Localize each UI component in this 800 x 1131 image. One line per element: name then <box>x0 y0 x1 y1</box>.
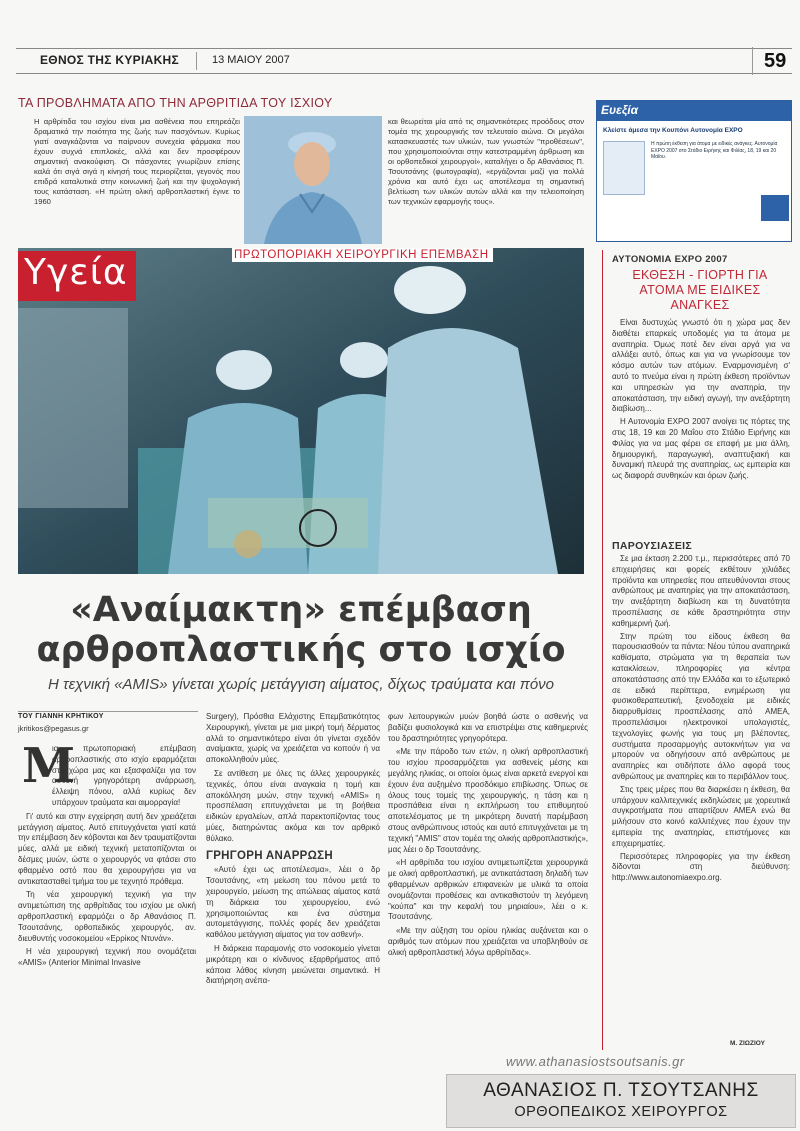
paragraph: Γι' αυτό και στην εγχείρηση αυτή δεν χρειάζεται μετάγγιση αίματος. Αυτό επιτυγχάνεται γιατί κατά την επέμβαση δεν κόβονται και δεν τραυματίζονται μύες, αλλά με ειδική τεχνική μετατοπίζονται οι δέσμες μυών, ώστε ο χειρουργός να φτάσει στο φθαρμένο οστό που θα χειρουργήσει για να αντικατασταθεί τμήμα του με τεχνητό πρόθεμα. <box>18 811 196 886</box>
sidebar-subheading: ΠΑΡΟΥΣΙΑΣΕΙΣ <box>612 540 692 552</box>
headline-line-2: αρθροπλαστικής στο ισχίο <box>36 630 566 670</box>
paragraph: Η Αυτονομία EXPO 2007 ανοίγει τις πόρτες της στις 18, 19 και 20 Μαΐου στο Στάδιο Ειρήνης και Φιλίας για να μας φέρει σε επαφή με μια άλλη, δημιουργική, παραγωγική, αναπτυξιακή και δυναμική πλευρά της αναπηρίας, ως εμπειρία και ως διαφορά συνθηκών και όρων ζωής. <box>612 417 790 481</box>
paragraph: φων λειτουργικών μυών βοηθά ώστε ο ασθενής να βαδίζει φυσιολογικά και να επιστρέψει στις καθημερινές του δραστηριότητες γρηγορότερα. <box>388 712 588 743</box>
intro-right-text: και θεωρείται μία από τις σημαντικότερες προόδους στον τομέα της χειρουργικής τον τελευταίο αιώνα. Οι μεγάλοι κατασκευαστές των υλικών, των γνωστών "προθέσεων", που χρησιμοποιούνται στην κατεστραμμένη άρθρωση και οι ορθοπεδικοί χειρουργοί», καταλήγει ο δρ Αθανάσιος Π. Τσουτσάνης (φωτογραφία), «εργάζονται μαζί για πολλά χρόνια και αυτό έχει ως αποτέλεσμα τη σημαντική βελτίωση των υλικών αυτών αλλά και την τελειοποίηση των τεχνικών εφαρμογής τους». <box>388 117 584 206</box>
byline: ΤΟΥ ΓΙΑΝΝΗ ΚΡΗΤΙΚΟΥ <box>18 713 104 720</box>
article-headline <box>18 590 584 670</box>
paragraph: Στις τρεις μέρες που θα διαρκέσει η έκθεση, θα υπάρχουν καλλιτεχνικές εκδηλώσεις με χορευτικά συγκροτήματα που απαρτίζουν ΑΜΕΑ ενώ θα μιλήσουν στο κοινό καλλιτέχνες που έχουν την εμπειρία της αναπηρίας, επιστήμονες και επιχειρηματίες. <box>612 784 790 848</box>
drop-cap: Μ <box>22 738 76 794</box>
paragraph: Σε μια έκταση 2.200 τ.μ., περισσότερες από 70 επιχειρήσεις και φορείς εκθέτουν χιλιάδες προϊόντα και υπηρεσίες που απευθύνονται στους ανθρώπους με αναπηρίες για την αποκατάσταση, την ανεξάρτητη διαβίωση και τη δυνατότητα προσπέλασης σε κάθε δραστηριότητα στην καθημερινή ζωή. <box>612 554 790 628</box>
surgeon-role: ΟΡΘΟΠΕΔΙΚΟΣ ΧΕΙΡΟΥΡΓΟΣ <box>514 1104 728 1120</box>
article-subheadline: Η τεχνική «AMIS» γίνεται χωρίς μετάγγιση αίματος, δίχως τραύματα και πόνο <box>47 676 555 693</box>
paragraph: «Με την αύξηση του ορίου ηλικίας αυξάνεται και ο αριθμός των ατόμων που χρειάζεται να υποβληθούν σε ολική αρθροπλαστική λόγω αρθρίτιδας». <box>388 926 588 957</box>
ad-text: Η πρώτη έκθεση για άτομα με ειδικές ανάγκες. Αυτονομία EXPO 2007 στο Στάδιο Ειρήνης και Φιλίας, 18, 19 και 20 Μαΐου. <box>651 141 778 160</box>
website-url[interactable]: www.athanasiostsoutsanis.gr <box>506 1054 685 1069</box>
paragraph: Surgery), Πρόσθια Ελάχιστης Επεμβατικότητος Χειρουργική, γίνεται με μια μικρή τομή δέρματος αλλά το σημαντικότερο είναι ότι γίνεται σχεδόν αναίμακτα, χωρίς να χρειάζεται να κοπούν ή να αποκολληθούν μύες. <box>206 712 380 765</box>
ad-logo: Ευεξία <box>601 103 639 117</box>
masthead-divider <box>196 52 197 70</box>
paragraph: Είναι δυστυχώς γνωστό ότι η χώρα μας δεν διαθέτει επαρκείς υποδομές για τα άτομα με αναπηρία. Όμως ποτέ δεν είναι αργά για να αλλάξει αυτό, όπως και για να γνωρίσουμε τον κόσμο αυτών των ατόμων. Εναρμονισμένη σ' αυτό το πνεύμα είναι η πρώτη έκθεση προϊόντων και υπηρεσιών για την αναπηρία, την αποκατάσταση, την ειδική αγωγή, την ανεξάρτητη διαβίωση... <box>612 318 790 414</box>
surgeon-name: ΑΘΑΝΑΣΙΟΣ Π. ΤΣΟΥΤΣΑΝΗΣ <box>483 1080 759 1101</box>
ad-coupon-image <box>603 141 645 195</box>
paragraph: «Η αρθρίτιδα του ισχίου αντιμετωπίζεται χειρουργικά με ολική αρθροπλαστική, με αντικατάσταση δηλαδή των φθαρμένων αρθρικών επιφανειών με υλικά τα οποία ονομάζονται προθέσεις και αντικαθιστούν τη λεγόμενη "κούπα" και την κεφαλή του μηριαίου», λέει ο κ. Τσουτσάνης. <box>388 858 588 922</box>
ad-headline: Κλείστε άμεσα την Κουπόνι Αυτονομία EXPO <box>603 127 743 134</box>
ad-header-bar <box>597 101 791 121</box>
masthead <box>16 48 792 74</box>
sidebar-signature: Μ. ΖΙΩΖΙΟΥ <box>730 1040 766 1047</box>
sidebar-rule <box>602 250 603 1050</box>
article-kicker: ΠΡΩΤΟΠΟΡΙΑΚΗ ΧΕΙΡΟΥΡΓΙΚΗ ΕΠΕΜΒΑΣΗ <box>232 248 493 262</box>
article-column-1 <box>18 738 196 972</box>
sidebar-body-2 <box>612 554 790 886</box>
paragraph: ια πρωτοποριακή επέμβαση αρθροπλαστικής στο ισχίο εφαρμόζεται στη χώρα μας και εξασφαλίζει για τον ασθενή γρηγορότερη ανάρρωση, έλλειψη πόνου, αλλά κυρίως δεν υπάρχουν τραύματα και αιμορραγία! <box>52 744 196 807</box>
paragraph: «Με την πάροδο των ετών, η ολική αρθροπλαστική του ισχίου προσαρμόζεται για ασθενείς μέσης και μεγάλης ηλικίας, οι οποίοι όμως είναι αρκετά ενεργοί και έχουν ένα αυξημένο προσδόκιμο επιβίωσης. Όπως σε όλους τους τομείς της χειρουργικής, η τάση και η προσπάθεια είναι η εκπλήρωση του επιθυμητού αποτελέσματος με τη μικρότερη δυνατή παρέμβαση στους ανθρώπινους ιστούς και αυτό επιτυγχάνεται με τη τεχνική "AMIS" στον τομέα της ολικής αρθροπλαστικής», μας λέει ο δρ Τσουτσάνης. <box>388 747 588 854</box>
section-label: Υγεία <box>24 252 128 293</box>
subheading: ΓΡΗΓΟΡΗ ΑΝΑΡΡΩΣΗ <box>206 849 333 862</box>
paragraph: Τη νέα χειρουργική τεχνική για την αντιμετώπιση της αρθρίτιδας του ισχίου με ολική αρθροπλαστική εφαρμόζει ο δρ Αθανάσιος Π. Τσουτσάνης, ορθοπεδικός χειρουργός, αν. διευθυντής νοσοκομείου «Ερρίκος Ντυνάν». <box>18 890 196 943</box>
doctor-photo-illustration <box>244 116 382 244</box>
paragraph: Περισσότερες πληροφορίες για την έκθεση δίδονται στη διεύθυνση: http://www.autonomiaexpo.org. <box>612 851 790 883</box>
paragraph: Στην πρώτη του είδους έκθεση θα παρουσιασθούν τα πάντα: Νέου τύπου αναπηρικά καθίσματα, στρώματα για τη θεραπεία των κατακλίσεων, πληροφορίες για κέντρα αποκατάστασης από την Ελλάδα και το εξωτερικό σε ειδικά περίπτερα, ενημέρωση για φυσικοθεραπευτική, ξενοδοχεία με ειδικές διαρρυθμίσεις προσπέλασης από ΑΜΕΑ, προσπελάσιμοι ηλεκτρονικοί υπολογιστές, τεχνολογίες φωνής για τους μη βλέποντες, συστήματα προσαρμογής αυτοκινήτων για να μπορούν να οδηγήσουν από ανθρώπους με αναπηρίες και οτιδήποτε άλλο αφορά τους ανθρώπους με αναπηρίες και το περιβάλλον τους. <box>612 631 790 781</box>
paragraph: «Αυτό έχει ως αποτέλεσμα», λέει ο δρ Τσουτσάνης, «τη μείωση του πόνου μετά το χειρουργείο, μείωση της απώλειας αίματος κατά τη διάρκεια του χειρουργείου, ενώ χρησιμοποιώντας και ένα σύστημα αυτομετάγγισης, πολλές φορές δεν χρειάζεται καθόλου μετάγγιση αίματος για τον ασθενή». <box>206 865 380 940</box>
article-column-3 <box>388 712 588 962</box>
sidebar-kicker: ΑΥΤΟΝΟΜΙΑ EXPO 2007 <box>612 254 728 265</box>
paper-name: ΕΘΝΟΣ ΤΗΣ ΚΥΡΙΑΚΗΣ <box>40 53 180 67</box>
expo-advertisement <box>596 100 792 242</box>
issue-date: 13 ΜΑΙΟΥ 2007 <box>212 54 290 66</box>
page-number-divider <box>752 47 753 75</box>
sidebar-body <box>612 318 790 484</box>
sidebar-title: ΕΚΘΕΣΗ - ΓΙΟΡΤΗ ΓΙΑ ΑΤΟΜΑ ΜΕ ΕΙΔΙΚΕΣ ΑΝΑΓΚΕΣ <box>632 268 768 312</box>
headline-line-1: «Αναίμακτη» επέμβαση <box>70 590 532 630</box>
paragraph: Η νέα χειρουργική τεχνική που ονομάζεται «AMIS» (Anterior Minimal Invasive <box>18 947 196 968</box>
paragraph: Σε αντίθεση με όλες τις άλλες χειρουργικές τεχνικές, όπου είναι αναγκαία η τομή και αποκόλληση μυών, στην τεχνική «AMIS» η προσπέλαση επιτυγχάνεται με τη βοήθεια ειδικών εργαλείων, απλά παρεκτοπίζοντας τους μύες, διατηρώντας ακόμα και τον αρθρικό θύλακο. <box>206 768 380 843</box>
intro-title: ΤΑ ΠΡΟΒΛΗΜΑΤΑ ΑΠΟ ΤΗΝ ΑΡΘΡΙΤΙΔΑ ΤΟΥ ΙΣΧΙΟΥ <box>18 96 333 110</box>
paragraph: Η διάρκεια παραμονής στο νοσοκομείο γίνεται μικρότερη και ο κίνδυνος εξαρθρήματος από κάποια λάθος κίνηση μειώνεται σημαντικά. Η διατήρηση ανέπα- <box>206 943 380 986</box>
ad-expo-badge <box>761 195 789 221</box>
author-email: jkritikos@pegasus.gr <box>18 724 89 733</box>
byline-rule <box>18 711 198 712</box>
article-column-2 <box>206 712 380 990</box>
doctor-photo <box>244 116 382 244</box>
intro-left-text: Η αρθρίτιδα του ισχίου είναι μια ασθένεια που επηρεάζει δραματικά την ποιότητα της ζωής των πασχόντων. Κυρίως γιατί αναγκάζονται να παίρνουν συνεχεία φάρμακα που έχουν συχνά επιπλοκές, αλλά και δεν προσφέρουν σημαντική ανακούφιση. Οι πάσχοντες γνωρίζουν επίσης καλά ότι σιγά σιγά η κίνησή τους περιορίζεται, γεγονός που επιδρά καταλυτικά στην κοινωνική ζωή και την ψυχολογική τους κατάσταση. «Η πρώτη ολική αρθροπλαστική έγινε το 1960 <box>34 117 240 206</box>
page-number: 59 <box>764 50 787 72</box>
